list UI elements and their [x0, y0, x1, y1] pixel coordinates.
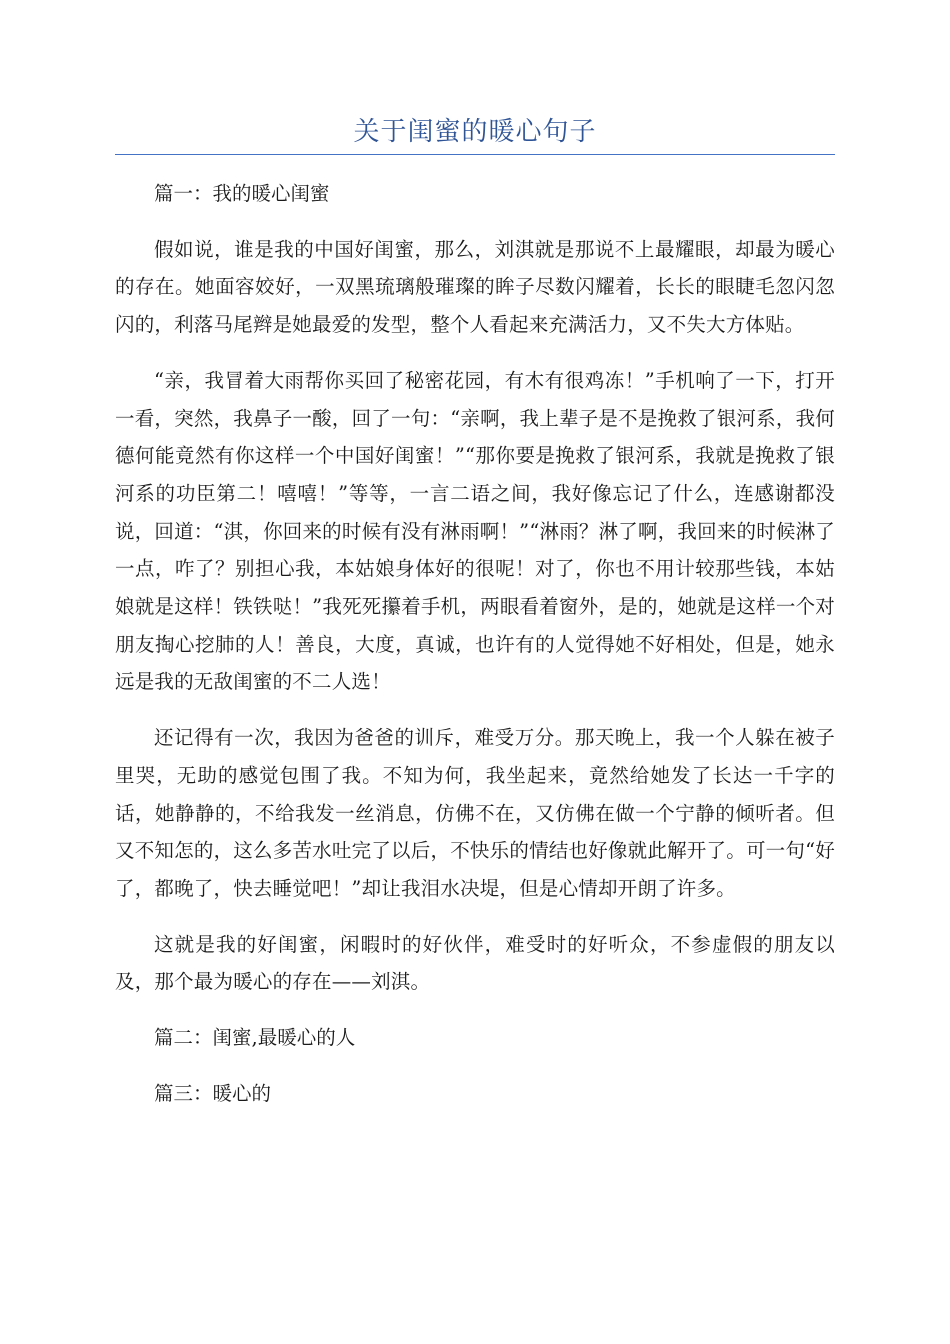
- section-heading-3: 篇三：暖心的: [154, 1081, 272, 1105]
- section-heading-2: 篇二：闺蜜,最暖心的人: [154, 1026, 356, 1050]
- paragraph-3: 还记得有一次，我因为爸爸的训斥，难受万分。那天晚上，我一个人躲在被子里哭，无助的感觉包围了我。不知为何，我坐起来，竟然给她发了长达一千字的话，她静静的，不给我发一丝消息，仿佛不在，又仿佛在做一个宁静的倾听者。但又不知怎的，这么多苦水吐完了以后，不快乐的情结也好像就此解开了。可一句“好了，都晚了，快去睡觉吧！”却让我泪水决堤，但是心情却开朗了许多。: [115, 726, 835, 900]
- section-heading-1: 篇一：我的暖心闺蜜: [154, 182, 330, 205]
- title-underline: [115, 154, 835, 155]
- document-body: [115, 175, 835, 1130]
- paragraph-1: 假如说，谁是我的中国好闺蜜，那么，刘淇就是那说不上最耀眼，却最为暖心的存在。她面容姣好，一双黑琉璃般璀璨的眸子尽数闪耀着，长长的眼睫毛忽闪忽闪的，利落马尾辫是她最爱的发型，整个人看起来充满活力，又不失大方体贴。: [115, 237, 835, 337]
- document-title: 关于闺蜜的暖心句子: [353, 117, 597, 147]
- paragraph-4: 这就是我的好闺蜜，闲暇时的好伙伴，难受时的好听众，不参虚假的朋友以及，那个最为暖心的存在——刘淇。: [115, 932, 835, 994]
- paragraph-2: “亲，我冒着大雨帮你买回了秘密花园，有木有很鸡冻！”手机响了一下，打开一看，突然，我鼻子一酸，回了一句：“亲啊，我上辈子是不是挽救了银河系，我何德何能竟然有你这样一个中国好闺蜜！”“那你要是挽救了银河系，我就是挽救了银河系的功臣第二！嘻嘻！”等等，一言二语之间，我好像忘记了什么，连感谢都没说，回道：“淇，你回来的时候有没有淋雨啊！”“淋雨？淋了啊，我回来的时候淋了一点，咋了？别担心我，本姑娘身体好的很呢！对了，你也不用计较那些钱，本姑娘就是这样！铁铁哒！”我死死攥着手机，两眼看着窗外，是的，她就是这样一个对朋友掏心挖肺的人！善良，大度，真诚，也许有的人觉得她不好相处，但是，她永远是我的无敌闺蜜的不二人选！: [115, 368, 836, 694]
